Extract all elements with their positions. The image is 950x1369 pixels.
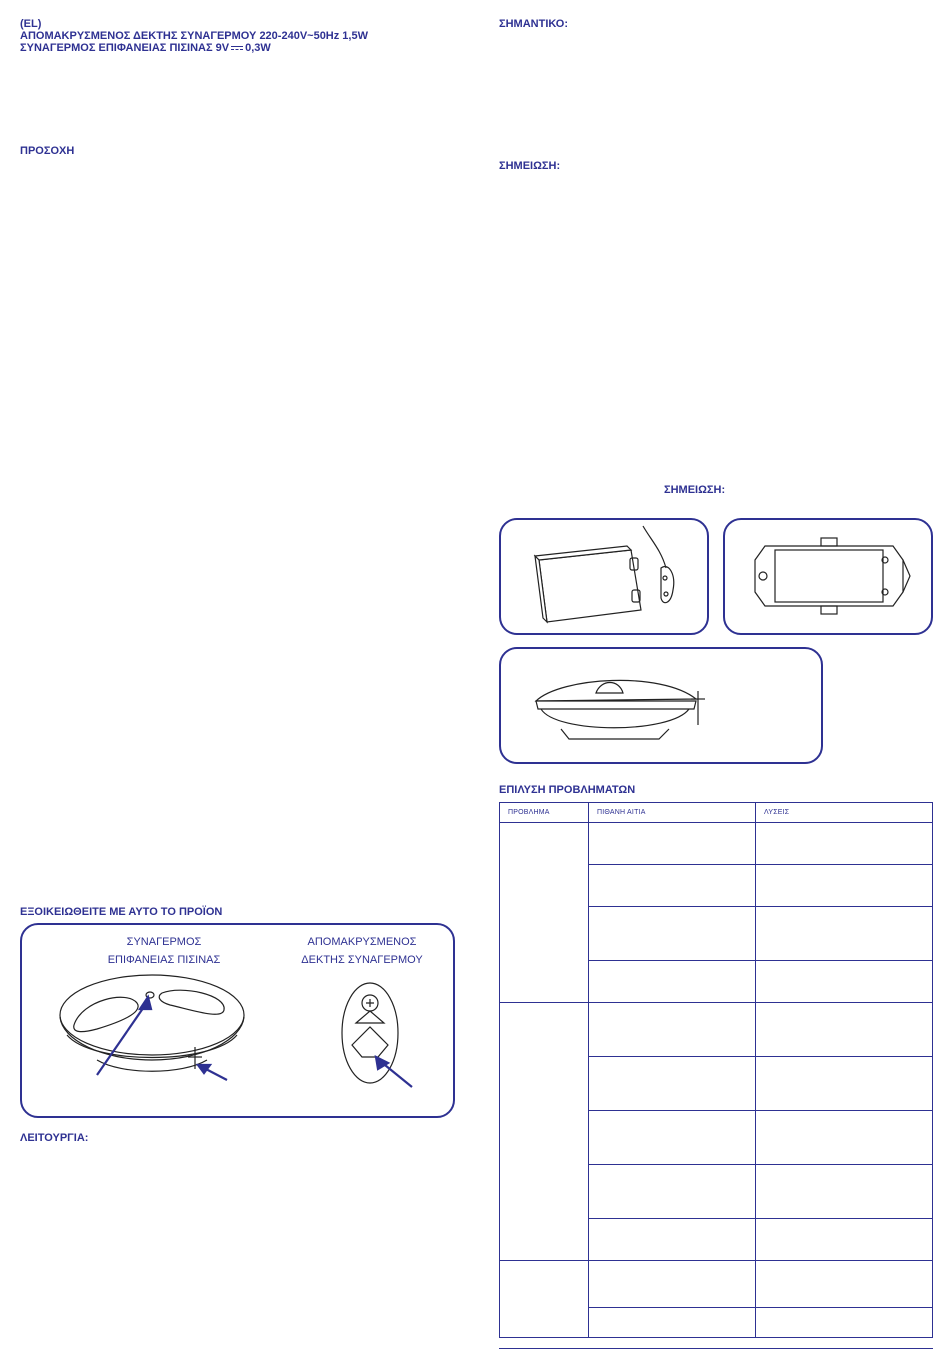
- pool-alarm-spec-suffix: 0,3W: [245, 42, 271, 54]
- cause-cell: [589, 823, 756, 865]
- receiver-label-line2: ΔΕΚΤΗΣ ΣΥΝΑΓΕΡΜΟΥ: [301, 954, 423, 966]
- col-cause-header: ΠΙΘΑΝΗ ΑΙΤΙΑ: [589, 803, 756, 823]
- pool-alarm-side-illustration: [499, 647, 823, 764]
- battery-compartment-illustration: [723, 518, 933, 635]
- solution-cell: [756, 823, 933, 865]
- table-row: [500, 1261, 933, 1308]
- receiver-spec-line: ΑΠΟΜΑΚΡΥΣΜΕΝΟΣ ΔΕΚΤΗΣ ΣΥΝΑΓΕΡΜΟΥ 220-240V~50Hz 1,5W: [20, 30, 368, 42]
- receiver-battery-illustration: [499, 518, 709, 635]
- cause-cell: [589, 1111, 756, 1165]
- receiver-back-drawing-icon: [501, 520, 706, 632]
- pool-alarm-spec-line: [20, 42, 368, 54]
- solution-cell: [756, 1308, 933, 1338]
- familiarize-heading: ΕΞΟΙΚΕΙΩΘΕΙΤΕ ΜΕ ΑΥΤΟ ΤΟ ΠΡΟΪΟΝ: [20, 906, 223, 918]
- table-header-row: [500, 803, 933, 823]
- solution-cell: [756, 865, 933, 907]
- solution-cell: [756, 1003, 933, 1057]
- receiver-label: [272, 933, 452, 969]
- pool-alarm-label-line2: ΕΠΙΦΑΝΕΙΑΣ ΠΙΣΙΝΑΣ: [107, 954, 221, 966]
- receiver-label-line1: ΑΠΟΜΑΚΡΥΣΜΕΝΟΣ: [307, 936, 417, 948]
- table-row: [500, 1003, 933, 1057]
- solution-cell: [756, 1111, 933, 1165]
- cause-cell: [589, 1165, 756, 1219]
- troubleshoot-table: [499, 802, 933, 1338]
- cause-cell: [589, 865, 756, 907]
- pool-alarm-spec-prefix: ΣΥΝΑΓΕΡΜΟΣ ΕΠΙΦΑΝΕΙΑΣ ΠΙΣΙΝΑΣ 9V: [20, 42, 230, 54]
- solution-cell: [756, 1165, 933, 1219]
- problem-cell: [500, 1003, 589, 1261]
- caution-heading: ΠΡΟΣΟΧΗ: [20, 145, 75, 157]
- cause-cell: [589, 1057, 756, 1111]
- bottom-rule: [499, 1348, 933, 1349]
- solution-cell: [756, 1261, 933, 1308]
- pool-alarm-side-drawing-icon: [501, 649, 820, 761]
- note-heading-2: ΣΗΜΕΙΩΣΗ:: [664, 484, 726, 496]
- cause-cell: [589, 961, 756, 1003]
- cause-cell: [589, 1308, 756, 1338]
- product-parts-drawing-icon: [52, 965, 452, 1115]
- dc-symbol-icon: [231, 46, 243, 50]
- operation-heading: ΛΕΙΤΟΥΡΓΙΑ:: [20, 1132, 89, 1144]
- product-overview-panel: [20, 923, 455, 1118]
- note-heading: ΣΗΜΕΙΩΣΗ:: [499, 160, 561, 172]
- pool-alarm-label: [74, 933, 254, 969]
- header-block: [20, 18, 368, 54]
- solution-cell: [756, 1057, 933, 1111]
- language-code: (EL): [20, 18, 42, 30]
- solution-cell: [756, 907, 933, 961]
- problem-cell: [500, 1261, 589, 1338]
- pool-alarm-label-line1: ΣΥΝΑΓΕΡΜΟΣ: [126, 936, 202, 948]
- cause-cell: [589, 1003, 756, 1057]
- important-heading: ΣΗΜΑΝΤΙΚΟ:: [499, 18, 569, 30]
- cause-cell: [589, 907, 756, 961]
- col-problem-header: ΠΡΟΒΛΗΜΑ: [500, 803, 589, 823]
- cause-cell: [589, 1261, 756, 1308]
- troubleshoot-heading: ΕΠΙΛΥΣΗ ΠΡΟΒΛΗΜΑΤΩΝ: [499, 784, 636, 796]
- solution-cell: [756, 1219, 933, 1261]
- solution-cell: [756, 961, 933, 1003]
- battery-compartment-drawing-icon: [725, 520, 930, 632]
- cause-cell: [589, 1219, 756, 1261]
- problem-cell: [500, 823, 589, 1003]
- table-row: [500, 823, 933, 865]
- col-solution-header: ΛΥΣΕΙΣ: [756, 803, 933, 823]
